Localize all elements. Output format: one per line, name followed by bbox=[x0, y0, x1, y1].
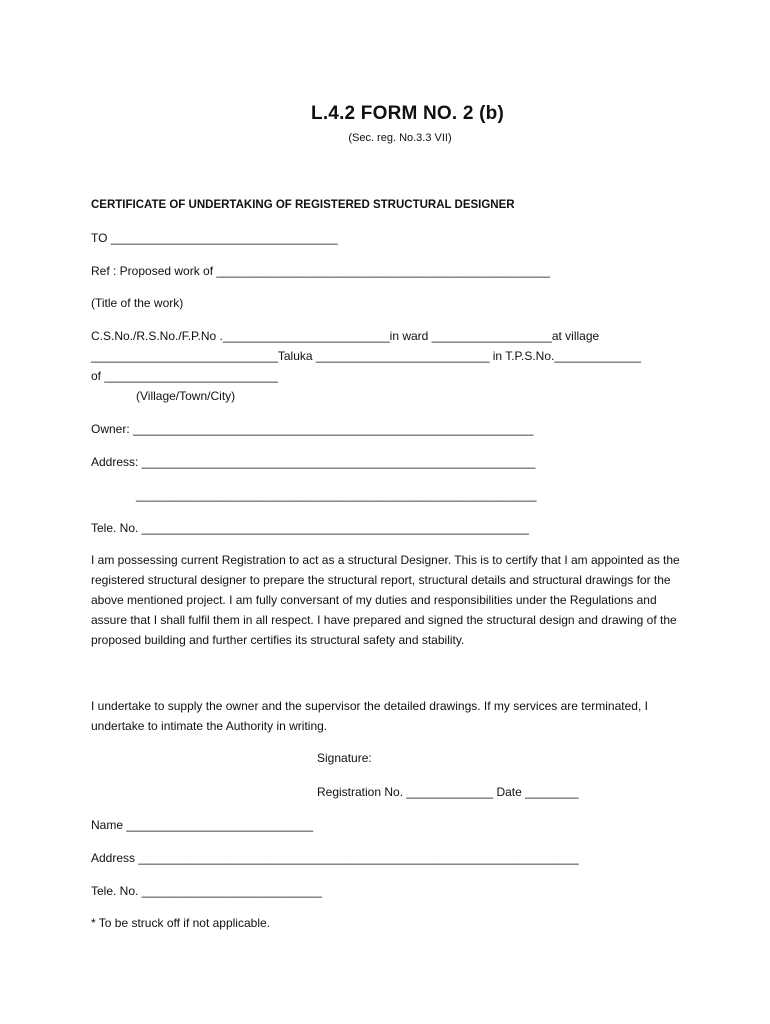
to-field[interactable]: TO __________________________________ bbox=[91, 231, 338, 245]
survey-number-field[interactable]: C.S.No./R.S.No./F.P.No ._________________________in ward __________________at village bbox=[91, 329, 600, 343]
certificate-heading: CERTIFICATE OF UNDERTAKING OF REGISTERED STRUCTURAL DESIGNER bbox=[91, 199, 515, 211]
address-field[interactable]: Address: ___________________________________________________________ bbox=[91, 455, 536, 469]
taluka-field[interactable]: ____________________________Taluka __________________________ in T.P.S.No._____________ bbox=[91, 349, 642, 363]
designer-address-field[interactable]: Address __________________________________________________________________ bbox=[91, 851, 579, 865]
footnote: * To be struck off if not applicable. bbox=[91, 916, 270, 930]
owner-field[interactable]: Owner: ____________________________________________________________ bbox=[91, 422, 534, 436]
village-label: (Village/Town/City) bbox=[136, 389, 236, 403]
form-title: L.4.2 FORM NO. 2 (b) bbox=[311, 103, 504, 124]
ref-field[interactable]: Ref : Proposed work of __________________________________________________ bbox=[91, 264, 551, 278]
form-subtitle: (Sec. reg. No.3.3 VII) bbox=[348, 132, 452, 144]
signature-label: Signature: bbox=[317, 751, 372, 765]
undertaking-paragraph: I undertake to supply the owner and the supervisor the detailed drawings. If my services are terminated, I undertake to intimate the Authority in writing. bbox=[91, 699, 648, 733]
name-field[interactable]: Name ____________________________ bbox=[91, 818, 314, 832]
registration-date-field[interactable]: Registration No. _____________ Date ________ bbox=[317, 785, 579, 799]
certification-paragraph: I am possessing current Registration to act as a structural Designer. This is to certify that I am appointed as the registered structural designer to prepare the structural report, structural details and structural drawings for the above mentioned project. I am fully conversant of my duties and responsibilities under the Regulations and assure that I shall fulfil them in all respect. I have prepared and signed the structural design and drawing of the proposed building and further certifies its structural safety and stability. bbox=[91, 553, 680, 647]
title-of-work-label: (Title of the work) bbox=[91, 296, 184, 310]
address-continuation-field[interactable]: ____________________________________________________________ bbox=[136, 488, 537, 502]
tele-field[interactable]: Tele. No. __________________________________________________________ bbox=[91, 521, 529, 535]
of-field[interactable]: of __________________________ bbox=[91, 369, 278, 383]
designer-tele-field[interactable]: Tele. No. ___________________________ bbox=[91, 884, 322, 898]
